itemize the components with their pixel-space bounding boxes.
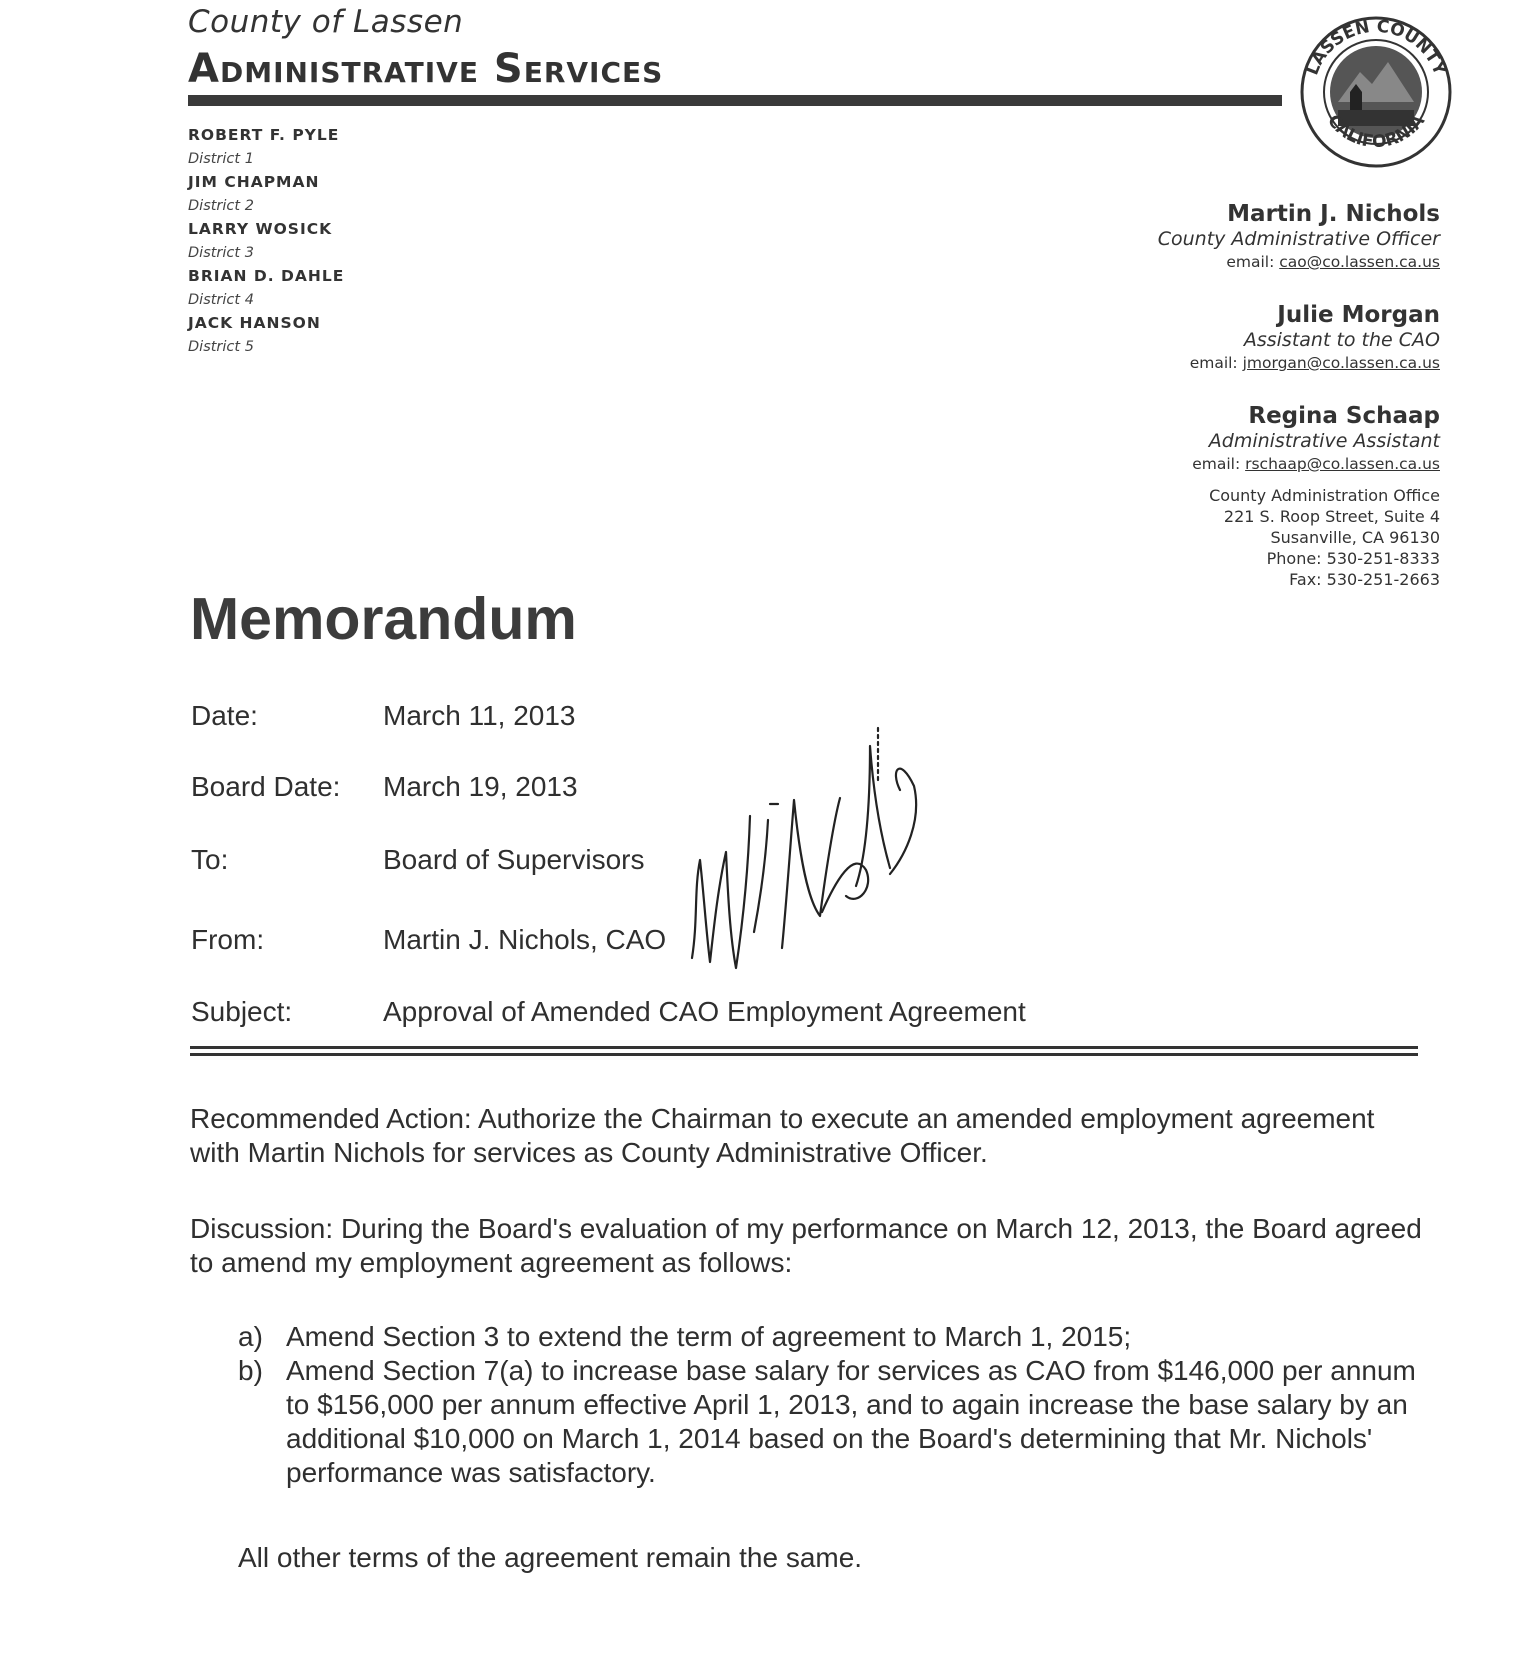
staff-contact: [940, 301, 1440, 374]
supervisor-name: ROBERT F. PYLE: [188, 126, 340, 144]
department-name: Administrative Services: [188, 46, 664, 92]
staff-title: Administrative Assistant: [1208, 430, 1440, 452]
staff-contact: [940, 402, 1440, 475]
list-marker: b): [238, 1355, 263, 1386]
list-item: [238, 1320, 1428, 1354]
board-date-value: March 19, 2013: [383, 771, 578, 802]
list-item: [238, 1354, 1428, 1490]
office-fax: Fax: 530-251-2663: [1289, 570, 1440, 589]
subject-label: Subject:: [191, 996, 293, 1027]
memo-title: Memorandum: [190, 586, 577, 652]
board-date-label: Board Date:: [191, 771, 341, 802]
amendment-list: [238, 1320, 1428, 1490]
staff-title: County Administrative Officer: [1157, 228, 1440, 250]
to-label: To:: [191, 844, 229, 875]
supervisor-district: District 2: [188, 198, 254, 214]
email-label: email:: [1226, 253, 1275, 271]
staff-title: Assistant to the CAO: [1243, 329, 1440, 351]
supervisor-district: District 5: [188, 339, 254, 355]
staff-name: Martin J. Nichols: [1227, 201, 1440, 227]
email-link[interactable]: rschaap@co.lassen.ca.us: [1245, 455, 1440, 473]
supervisor-district: District 1: [188, 151, 254, 167]
list-item-text: Amend Section 7(a) to increase base salary for services as CAO from $146,000 per annum to $156,000 per annum effective April 1, 2013, and to again increase the base salary by an additional $10,000 on March 1, 2014 based on the Board's determining that Mr. Nichols' performance was satisfactory.: [286, 1355, 1416, 1488]
subject-value: Approval of Amended CAO Employment Agreement: [383, 996, 1026, 1027]
staff-name: Julie Morgan: [1277, 302, 1440, 328]
seal-bottom-text: CALIFORNIA: [1323, 111, 1429, 153]
office-phone: Phone: 530-251-8333: [1266, 549, 1440, 568]
from-label: From:: [191, 924, 265, 955]
date-label: Date:: [191, 700, 258, 731]
handwritten-signature: [670, 700, 970, 1000]
email-label: email:: [1192, 455, 1241, 473]
office-city: Susanville, CA 96130: [1270, 528, 1440, 547]
email-link[interactable]: cao@co.lassen.ca.us: [1279, 253, 1440, 271]
supervisor-name: BRIAN D. DAHLE: [188, 267, 345, 285]
county-seal-logo: [1298, 14, 1454, 170]
staff-contacts: [940, 200, 1440, 503]
list-item-text: Amend Section 3 to extend the term of agreement to March 1, 2015;: [286, 1321, 1132, 1352]
email-link[interactable]: jmorgan@co.lassen.ca.us: [1242, 354, 1440, 372]
staff-email-line: [940, 453, 1440, 475]
divider-rule-bottom: [190, 1053, 1418, 1056]
office-name: County Administration Office: [1209, 486, 1440, 505]
supervisor-district: District 4: [188, 292, 254, 308]
office-street: 221 S. Roop Street, Suite 4: [1223, 507, 1440, 526]
closing-statement: All other terms of the agreement remain the same.: [238, 1542, 863, 1573]
supervisor-name: JIM CHAPMAN: [188, 173, 320, 191]
county-name: County of Lassen: [188, 4, 464, 40]
from-value: Martin J. Nichols, CAO: [383, 924, 667, 955]
supervisor-district: District 3: [188, 245, 254, 261]
office-address: [1040, 485, 1440, 590]
recommended-action: Recommended Action: Authorize the Chairman to execute an amended employment agreement with Martin Nichols for services as County Administrative Officer.: [190, 1103, 1375, 1168]
seal-top-text: LASSEN COUNTY: [1302, 16, 1450, 79]
divider-rule-top: [190, 1046, 1418, 1049]
date-value: March 11, 2013: [383, 700, 576, 731]
discussion: Discussion: During the Board's evaluation of my performance on March 12, 2013, the Board agreed to amend my employment agreement as follows:: [190, 1213, 1422, 1278]
supervisors-list: [188, 125, 448, 360]
staff-name: Regina Schaap: [1248, 403, 1440, 429]
email-label: email:: [1189, 354, 1238, 372]
supervisor-name: LARRY WOSICK: [188, 220, 333, 238]
to-value: Board of Supervisors: [383, 844, 645, 875]
staff-email-line: [940, 251, 1440, 273]
staff-contact: [940, 200, 1440, 273]
staff-email-line: [940, 352, 1440, 374]
list-marker: a): [238, 1321, 263, 1352]
header-rule: [188, 95, 1282, 106]
supervisor-name: JACK HANSON: [188, 314, 321, 332]
